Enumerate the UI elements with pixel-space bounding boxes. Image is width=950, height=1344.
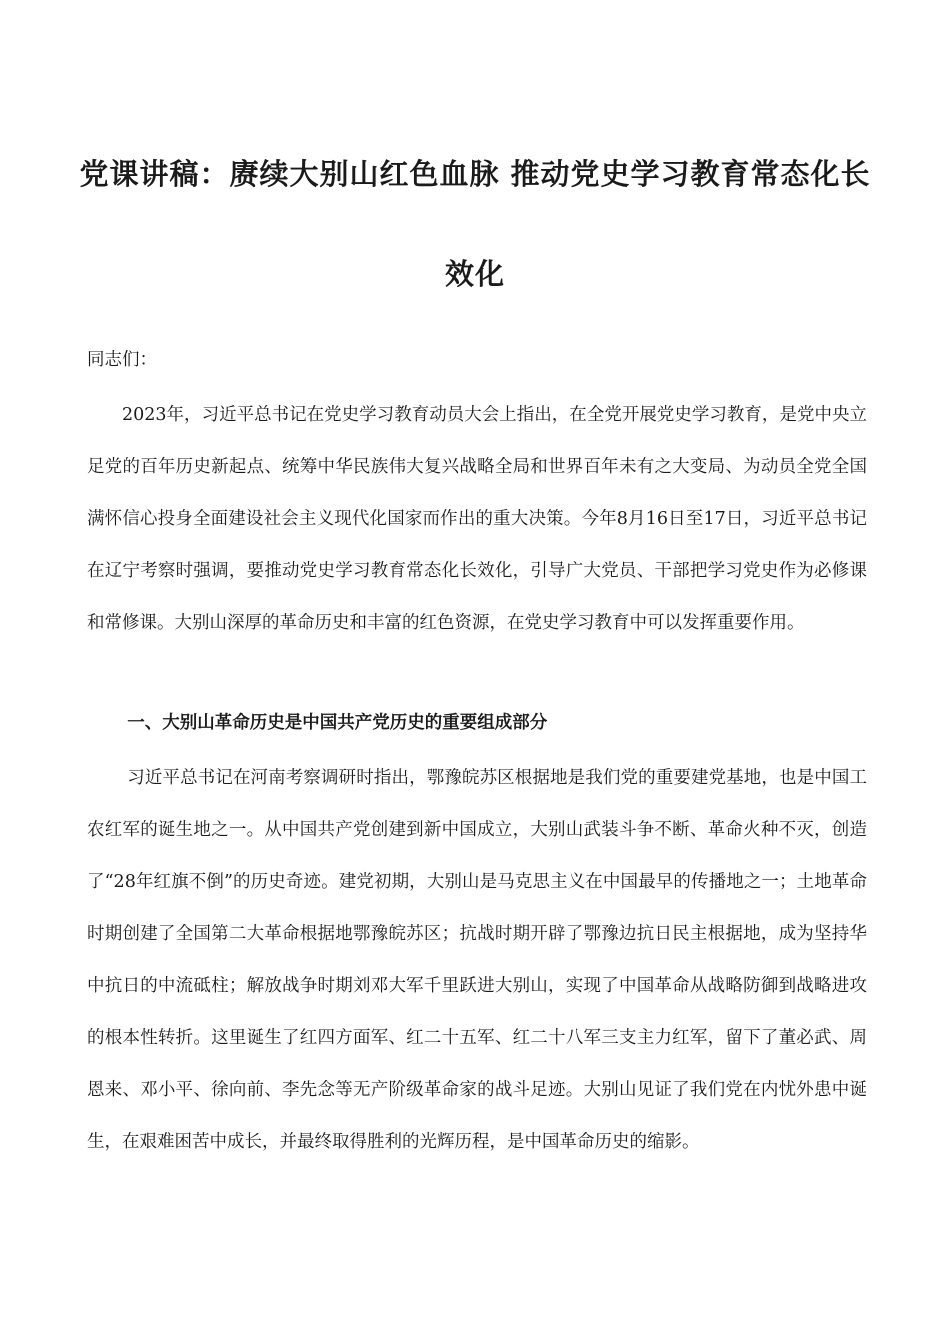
document-title-line-1: 党课讲稿：赓续大别山红色血脉 推动党史学习教育常态化长 [79, 157, 871, 191]
salutation: 同志们： [87, 350, 157, 370]
section-heading-1: 一、大别山革命历史是中国共产党历史的重要组成部分 [127, 713, 548, 733]
paragraph-intro: 2023年，习近平总书记在党史学习教育动员大会上指出，在全党开展党史学习教育，是党中央立足党的百年历史新起点、统筹中华民族伟大复兴战略全局和世界百年未有之大变局、为动员全党全国满怀信心投身全面建设社会主义现代化国家而作出的重大决策。今年8月16日至17日，习近平总书记在辽宁考察时强调，要推动党史学习教育常态化长效化，引导广大党员、干部把学习党史作为必修课和常修课。大别山深厚的革命历史和丰富的红色资源，在党史学习教育中可以发挥重要作用。 [87, 405, 867, 633]
document-title-line-2: 效化 [444, 257, 505, 291]
paragraph-section-1: 习近平总书记在河南考察调研时指出，鄂豫皖苏区根据地是我们党的重要建党基地，也是中国工农红军的诞生地之一。从中国共产党创建到新中国成立，大别山武装斗争不断、革命火种不灭，创造了“28年红旗不倒”的历史奇迹。建党初期，大别山是马克思主义在中国最早的传播地之一；土地革命时期创建了全国第二大革命根据地鄂豫皖苏区；抗战时期开辟了鄂豫边抗日民主根据地，成为坚持华中抗日的中流砥柱；解放战争时期刘邓大军千里跃进大别山，实现了中国革命从战略防御到战略进攻的根本性转折。这里诞生了红四方面军、红二十五军、红二十八军三支主力红军，留下了董必武、周恩来、邓小平、徐向前、李先念等无产阶级革命家的战斗足迹。大别山见证了我们党在内忧外患中诞生，在艰难困苦中成长，并最终取得胜利的光辉历程，是中国革命历史的缩影。 [87, 768, 867, 1152]
